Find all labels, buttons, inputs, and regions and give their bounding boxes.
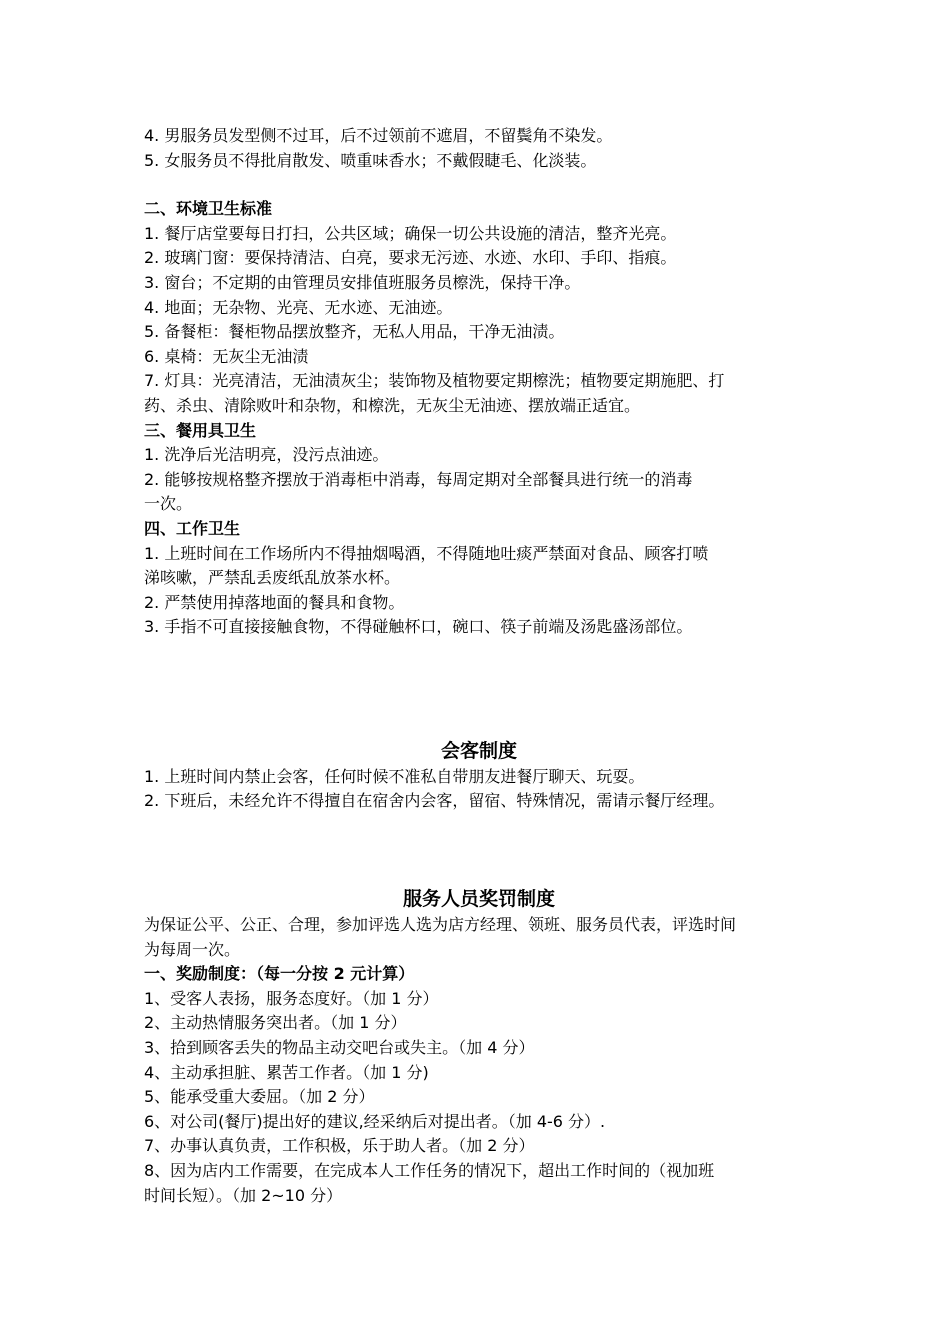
tableware-section — [144, 419, 814, 517]
reward-line: 4、主动承担脏、累苦工作者。（加 1 分) — [144, 1062, 429, 1082]
intro-line: 为保证公平、公正、合理，参加评选人选为店方经理、领班、服务员代表，评选时间 — [144, 915, 737, 935]
rule-line: 5. 备餐柜：餐柜物品摆放整齐，无私人用品，干净无油渍。 — [144, 322, 565, 342]
rule-line: 4. 地面；无杂物、光亮、无水迹、无油迹。 — [144, 297, 453, 317]
reward-line: 7、办事认真负责，工作积极，乐于助人者。（加 2 分） — [144, 1136, 535, 1156]
rule-line: 2. 玻璃门窗：要保持清洁、白亮，要求无污迹、水迹、水印、手印、指痕。 — [144, 248, 677, 268]
rule-line: 1. 上班时间内禁止会客，任何时候不准私自带朋友进餐厅聊天、玩耍。 — [144, 766, 645, 786]
rule-line: 药、杀虫、清除败叶和杂物，和檫洗，无灰尘无油迹、摆放端正适宜。 — [144, 395, 641, 415]
section-heading: 一、奖励制度：（每一分按 2 元计算） — [144, 964, 415, 984]
rule-line: 1. 洗净后光洁明亮，没污点油迹。 — [144, 445, 389, 465]
reward-line: 1、受客人表扬，服务态度好。（加 1 分） — [144, 988, 439, 1008]
visitor-title: 会客制度 — [440, 739, 517, 762]
rule-line: 1. 上班时间在工作场所内不得抽烟喝酒，不得随地吐痰严禁面对食品、顾客打喷 — [144, 543, 709, 563]
hair-rules — [144, 124, 814, 173]
reward-title: 服务人员奖罚制度 — [402, 888, 555, 911]
rule-line: 一次。 — [144, 494, 193, 514]
rule-line: 4. 男服务员发型侧不过耳，后不过领前不遮眉，不留鬓角不染发。 — [144, 126, 613, 145]
rule-line: 1. 餐厅店堂要每日打扫，公共区域；确保一切公共设施的清洁，整齐光亮。 — [144, 223, 677, 243]
document-page — [144, 124, 814, 1208]
reward-line: 3、拾到顾客丢失的物品主动交吧台或失主。（加 4 分） — [144, 1038, 535, 1058]
reward-section — [144, 886, 814, 1208]
section-heading: 四、工作卫生 — [144, 518, 241, 538]
rule-line: 2. 能够按规格整齐摆放于消毒柜中消毒，每周定期对全部餐具进行统一的消毒 — [144, 469, 693, 489]
rule-line: 7. 灯具：光亮清洁，无油渍灰尘；装饰物及植物要定期檫洗；植物要定期施肥、打 — [144, 371, 725, 391]
rule-line: 5. 女服务员不得批肩散发、喷重味香水；不戴假睫毛、化淡装。 — [144, 150, 597, 170]
reward-line: 6、对公司(餐厅)提出好的建议,经采纳后对提出者。（加 4-6 分）. — [144, 1111, 606, 1131]
rule-line: 涕咳嗽，严禁乱丢废纸乱放茶水杯。 — [144, 568, 401, 588]
reward-line: 8、因为店内工作需要，在完成本人工作任务的情况下，超出工作时间的（视加班 — [144, 1161, 715, 1180]
rule-line: 2. 严禁使用掉落地面的餐具和食物。 — [144, 592, 405, 612]
section-heading: 二、环境卫生标准 — [144, 199, 273, 219]
rule-line: 3. 窗台；不定期的由管理员安排值班服务员檫洗，保持干净。 — [144, 272, 581, 292]
reward-line: 时间长短）。（加 2~10 分） — [144, 1185, 343, 1205]
rule-line: 2. 下班后，未经允许不得擅自在宿舍内会客，留宿、特殊情况，需请示餐厅经理。 — [144, 791, 725, 811]
reward-line: 2、主动热情服务突出者。（加 1 分） — [144, 1013, 407, 1033]
intro-line: 为每周一次。 — [144, 939, 241, 959]
visitor-section — [144, 738, 814, 814]
env-section — [144, 197, 814, 418]
rule-line: 6. 桌椅：无灰尘无油渍 — [144, 346, 309, 366]
rule-line: 3. 手指不可直接接触食物，不得碰触杯口，碗口、筷子前端及汤匙盛汤部位。 — [144, 617, 693, 637]
section-heading: 三、餐用具卫生 — [144, 420, 257, 440]
reward-line: 5、能承受重大委屈。（加 2 分） — [144, 1087, 375, 1107]
work-section — [144, 517, 814, 640]
